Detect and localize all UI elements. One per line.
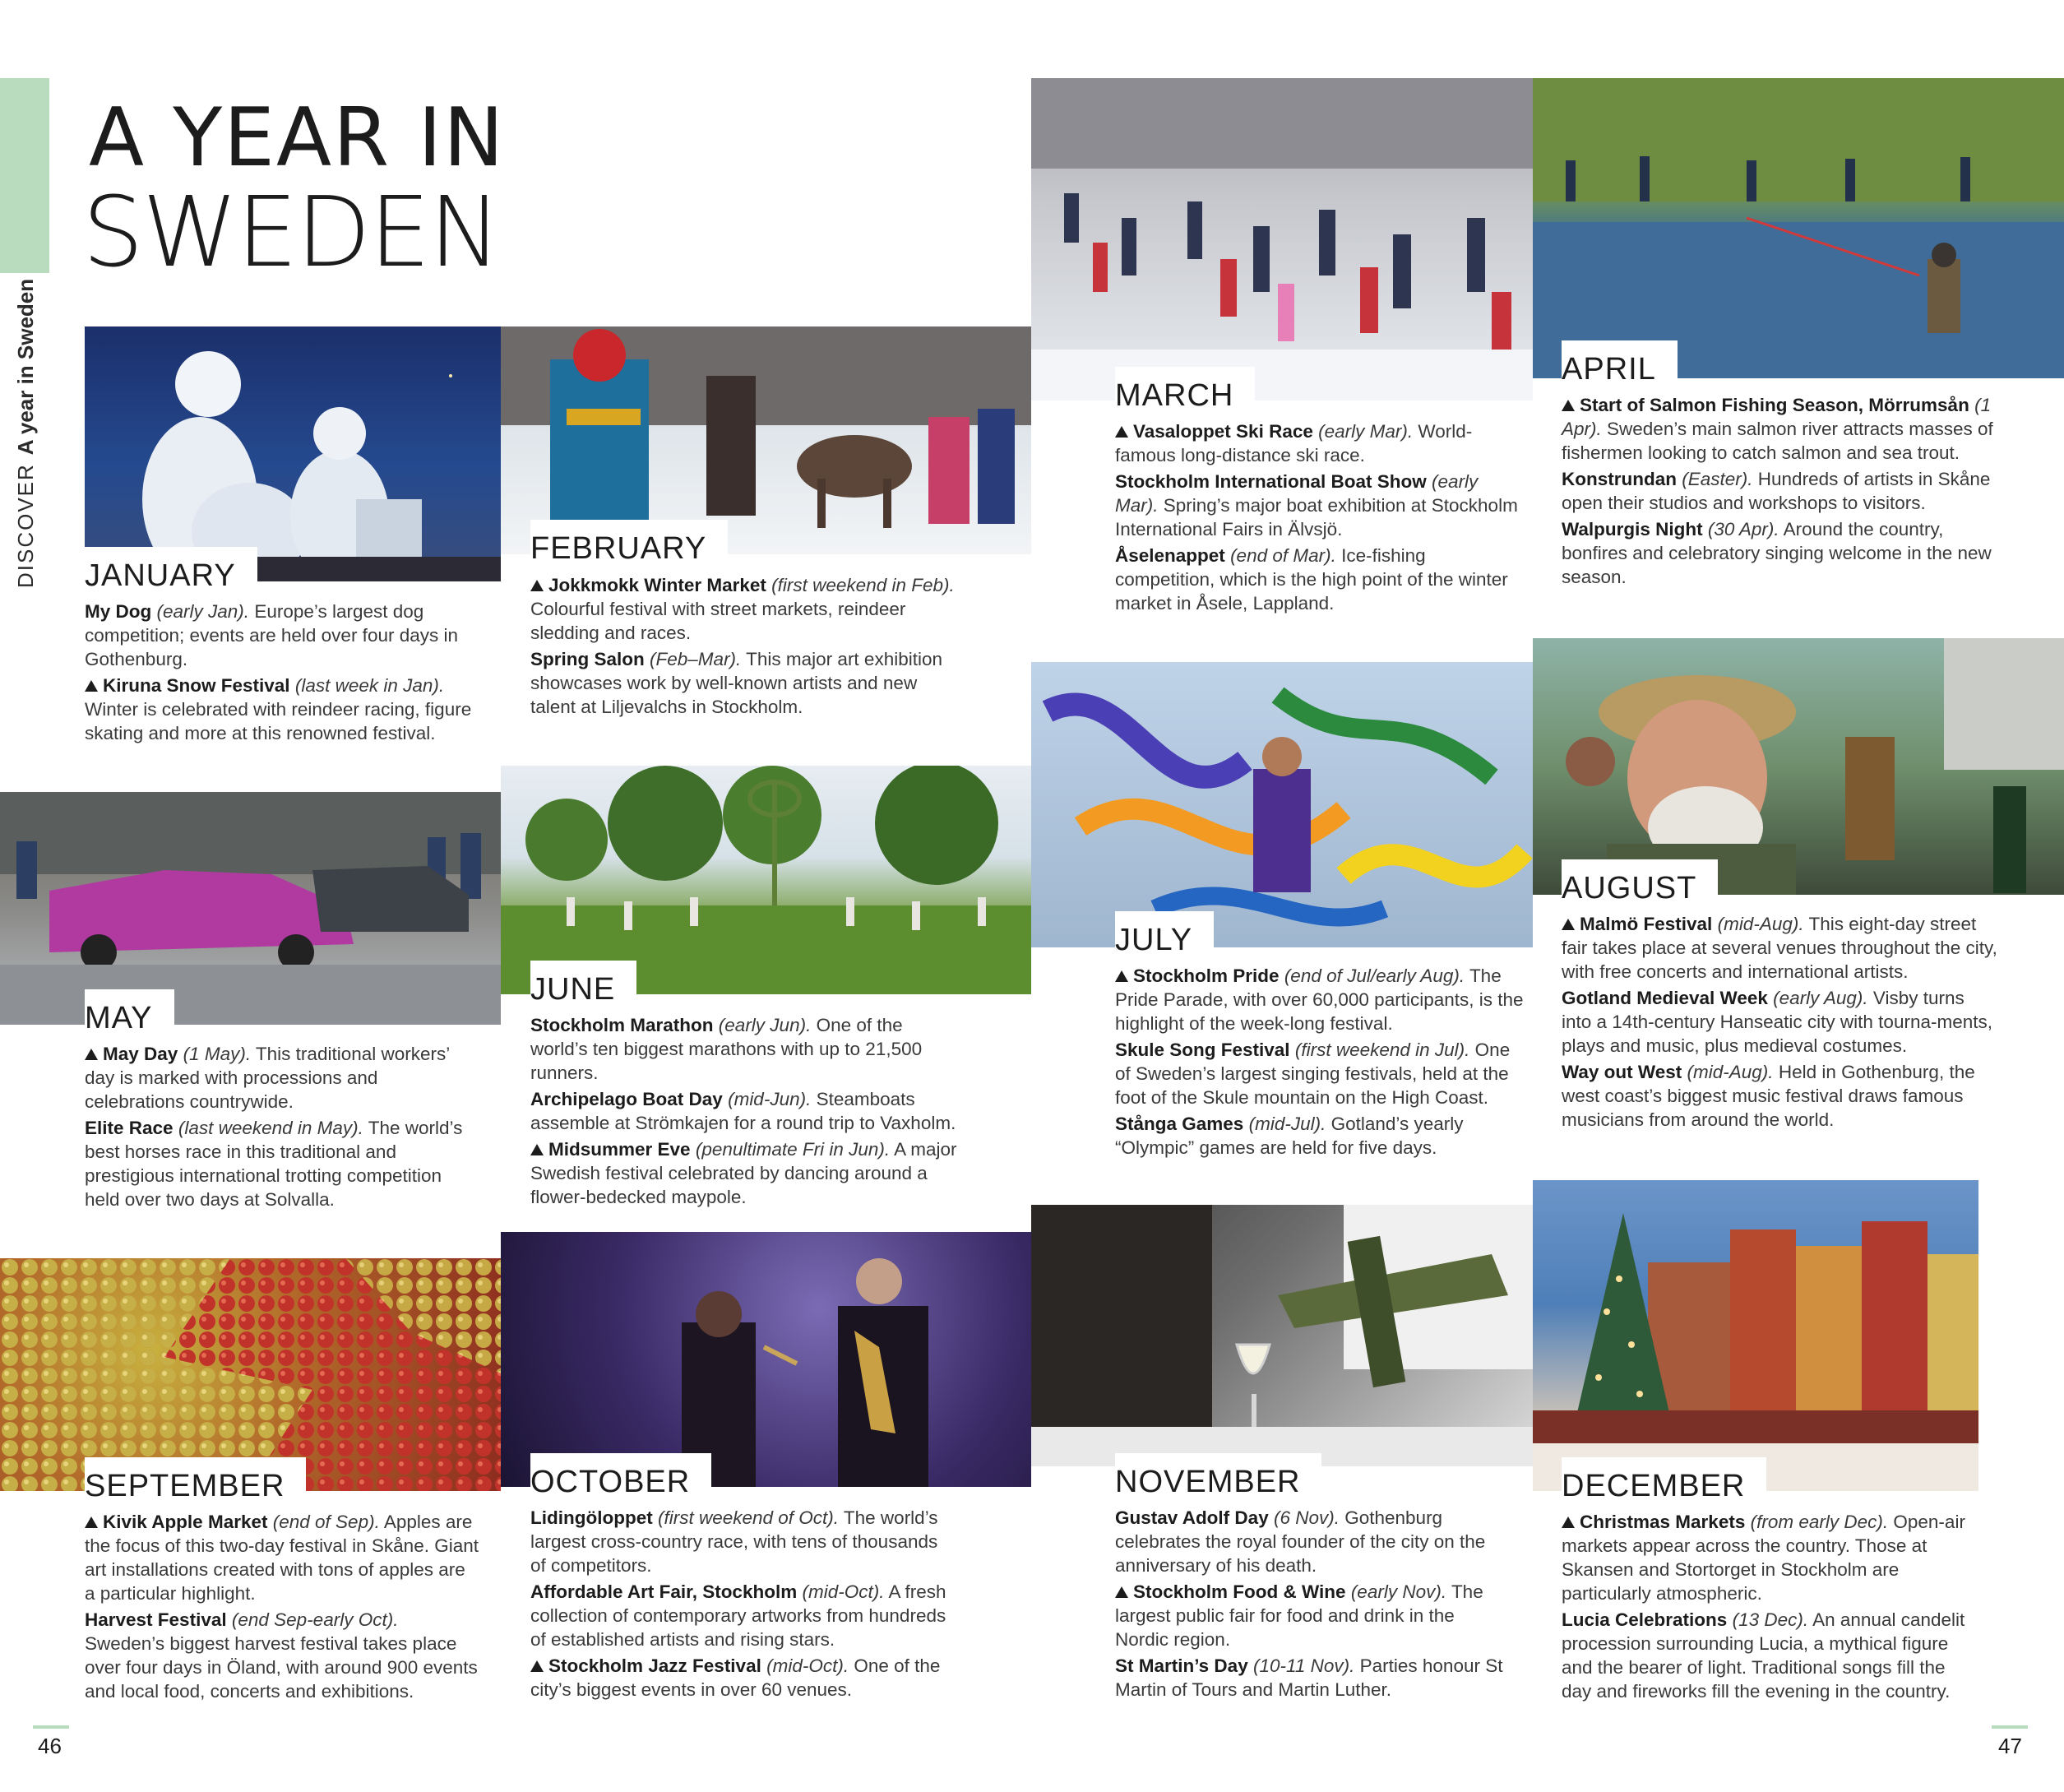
event-october-2: Affordable Art Fair, Stockholm (mid-Oct). A fresh collection of contemporary artworks from hundreds of established artists and rising stars. [530, 1581, 946, 1650]
events-april [1562, 393, 1997, 591]
photo-january-snow-sculptures [85, 326, 501, 581]
event-june-1: Stockholm Marathon (early Jun). One of the world’s ten biggest marathons with up to 21,500 runners. [530, 1015, 923, 1083]
photo-may-vintage-cars [0, 792, 501, 1025]
events-january [85, 600, 479, 748]
section-sidebar-label [13, 279, 39, 588]
event-july-1: Stockholm Pride (end of Jul/early Aug). The Pride Parade, with over 60,000 participants, is the highlight of the week-long festival. [1115, 965, 1524, 1034]
highlight-triangle-icon [1562, 1516, 1575, 1528]
photo-december-christmas-market [1533, 1180, 1978, 1491]
photo-april-salmon-fishing [1533, 78, 2064, 378]
sidebar-title: A year in Sweden [13, 278, 38, 456]
photo-july-pride-parade [1031, 662, 1533, 947]
photo-october-jazz-festival [501, 1232, 1031, 1487]
page-number-bar-left [33, 1725, 69, 1729]
event-december-2: Lucia Celebrations (13 Dec). An annual candelit procession surrounding Lucia, a mythical figure and the bearer of light. Traditional songs fill the day and fireworks fill the evening in the country. [1562, 1609, 1965, 1702]
month-heading-december: DECEMBER [1562, 1457, 1766, 1509]
event-november-1: Gustav Adolf Day (6 Nov). Gothenburg celebrates the royal founder of the city on the anniversary of his death. [1115, 1507, 1486, 1576]
photo-november-food-wine [1031, 1205, 1533, 1466]
highlight-triangle-icon [85, 1516, 98, 1528]
event-february-1: Jokkmokk Winter Market (first weekend in Feb). Colourful festival with street markets, reindeer sledding and races. [530, 575, 955, 643]
events-november [1115, 1506, 1510, 1704]
page-number-right: 47 [1998, 1734, 2022, 1758]
month-heading-july: JULY [1115, 911, 1214, 963]
events-may [85, 1042, 471, 1214]
events-march [1115, 419, 1526, 618]
events-august [1562, 912, 1997, 1134]
event-august-2: Gotland Medieval Week (early Aug). Visby turns into a 14th-century Hanseatic city with tourna-ments, plays and music, plus medieval costumes. [1562, 988, 1992, 1056]
event-january-1: My Dog (early Jan). Europe’s largest dog competition; events are held over four days in Gothenburg. [85, 601, 458, 669]
event-september-2: Harvest Festival (end Sep-early Oct). Sweden’s biggest harvest festival takes place over four days in Öland, with around 900 events and local food, concerts and exhibitions. [85, 1609, 478, 1702]
highlight-triangle-icon [85, 680, 98, 692]
month-heading-september: SEPTEMBER [85, 1457, 306, 1509]
month-heading-october: OCTOBER [530, 1453, 711, 1505]
event-april-2: Konstrundan (Easter). Hundreds of artists in Skåne open their studios and workshops to visitors. [1562, 469, 1991, 513]
month-heading-march: MARCH [1115, 367, 1255, 419]
section-color-tab [0, 78, 49, 273]
highlight-triangle-icon [1562, 400, 1575, 411]
event-january-2: Kiruna Snow Festival (last week in Jan). Winter is celebrated with reindeer racing, figure skating and more at this renowned festival. [85, 675, 472, 743]
month-heading-february: FEBRUARY [530, 520, 728, 572]
event-june-3: Midsummer Eve (penultimate Fri in Jun). A major Swedish festival celebrated by dancing around a flower-bedecked maypole. [530, 1139, 957, 1207]
page-title-line1: A YEAR IN [89, 91, 506, 185]
month-heading-april: APRIL [1562, 340, 1678, 392]
photo-september-apple-art [0, 1258, 501, 1491]
event-april-1: Start of Salmon Fishing Season, Mörrumsån (1 Apr). Sweden’s main salmon river attracts masses of fishermen looking to catch salmon and sea trout. [1562, 395, 1993, 463]
month-heading-june: JUNE [530, 961, 636, 1012]
event-october-3: Stockholm Jazz Festival (mid-Oct). One of the city’s biggest events in over 60 venues. [530, 1655, 941, 1700]
events-december [1562, 1510, 1973, 1706]
event-october-1: Lidingöloppet (first weekend of Oct). The world’s largest cross-country race, with tens of thousands of competitors. [530, 1507, 938, 1576]
highlight-triangle-icon [1115, 426, 1128, 438]
event-may-2: Elite Race (last weekend in May). The world’s best horses race in this traditional and prestigious international trotting competition held over two days at Solvalla. [85, 1118, 463, 1210]
event-november-3: St Martin’s Day (10-11 Nov). Parties honour St Martin of Tours and Martin Luther. [1115, 1655, 1503, 1700]
highlight-triangle-icon [85, 1049, 98, 1060]
event-november-2: Stockholm Food & Wine (early Nov). The largest public fair for food and drink in the Nordic region. [1115, 1581, 1483, 1650]
event-december-1: Christmas Markets (from early Dec). Open-air markets appear across the country. Those at Skansen and Stortorget in Stockholm are particularly atmospheric. [1562, 1512, 1965, 1604]
highlight-triangle-icon [530, 580, 544, 591]
events-february [530, 573, 958, 721]
event-february-2: Spring Salon (Feb–Mar). This major art exhibition showcases work by well-known artists and new talent at Liljevalchs in Stockholm. [530, 649, 942, 717]
events-september [85, 1510, 479, 1706]
highlight-triangle-icon [1115, 970, 1128, 982]
events-june [530, 1013, 958, 1211]
highlight-triangle-icon [530, 1144, 544, 1155]
event-march-2: Stockholm International Boat Show (early Mar). Spring’s major boat exhibition at Stockholm International Fairs in Älvsjö. [1115, 471, 1518, 539]
photo-march-vasaloppet-ski-race [1031, 78, 1533, 401]
event-july-2: Skule Song Festival (first weekend in Jul). One of Sweden’s largest singing festivals, held at the foot of the Skule mountain on the High Coast. [1115, 1040, 1511, 1108]
highlight-triangle-icon [530, 1660, 544, 1672]
events-october [530, 1506, 958, 1704]
event-april-3: Walpurgis Night (30 Apr). Around the country, bonfires and celebratory singing welcome in the new season. [1562, 519, 1992, 587]
month-heading-november: NOVEMBER [1115, 1453, 1321, 1505]
event-september-1: Kivik Apple Market (end of Sep). Apples are the focus of this two-day festival in Skåne. Giant art installations created with tons of apples are a particular highlight. [85, 1512, 479, 1604]
highlight-triangle-icon [1115, 1586, 1128, 1598]
page-number-bar-right [1992, 1725, 2028, 1729]
events-july [1115, 964, 1526, 1162]
page-title-line2: SWEDEN [82, 175, 500, 289]
event-may-1: May Day (1 May). This traditional workers’ day is marked with processions and celebrations countrywide. [85, 1044, 450, 1112]
photo-august-malmo-festival [1533, 638, 2064, 895]
sidebar-section: DISCOVER [13, 463, 38, 588]
event-august-1: Malmö Festival (mid-Aug). This eight-day street fair takes place at several venues throughout the city, with free concerts and international artists. [1562, 914, 1997, 982]
event-august-3: Way out West (mid-Aug). Held in Gothenburg, the west coast’s biggest music festival draws famous musicians from around the world. [1562, 1062, 1975, 1130]
event-july-3: Stånga Games (mid-Jul). Gotland’s yearly “Olympic” games are held for five days. [1115, 1114, 1464, 1158]
month-heading-may: MAY [85, 989, 174, 1041]
page-number-left: 46 [38, 1734, 62, 1758]
event-march-1: Vasaloppet Ski Race (early Mar). World-famous long-distance ski race. [1115, 421, 1473, 465]
month-heading-august: AUGUST [1562, 859, 1718, 911]
month-heading-january: JANUARY [85, 547, 257, 599]
event-june-2: Archipelago Boat Day (mid-Jun). Steamboats assemble at Strömkajen for a round trip to Vaxholm. [530, 1089, 956, 1133]
event-march-3: Åselenappet (end of Mar). Ice-fishing competition, which is the high point of the winter market in Åsele, Lappland. [1115, 545, 1508, 614]
highlight-triangle-icon [1562, 919, 1575, 930]
